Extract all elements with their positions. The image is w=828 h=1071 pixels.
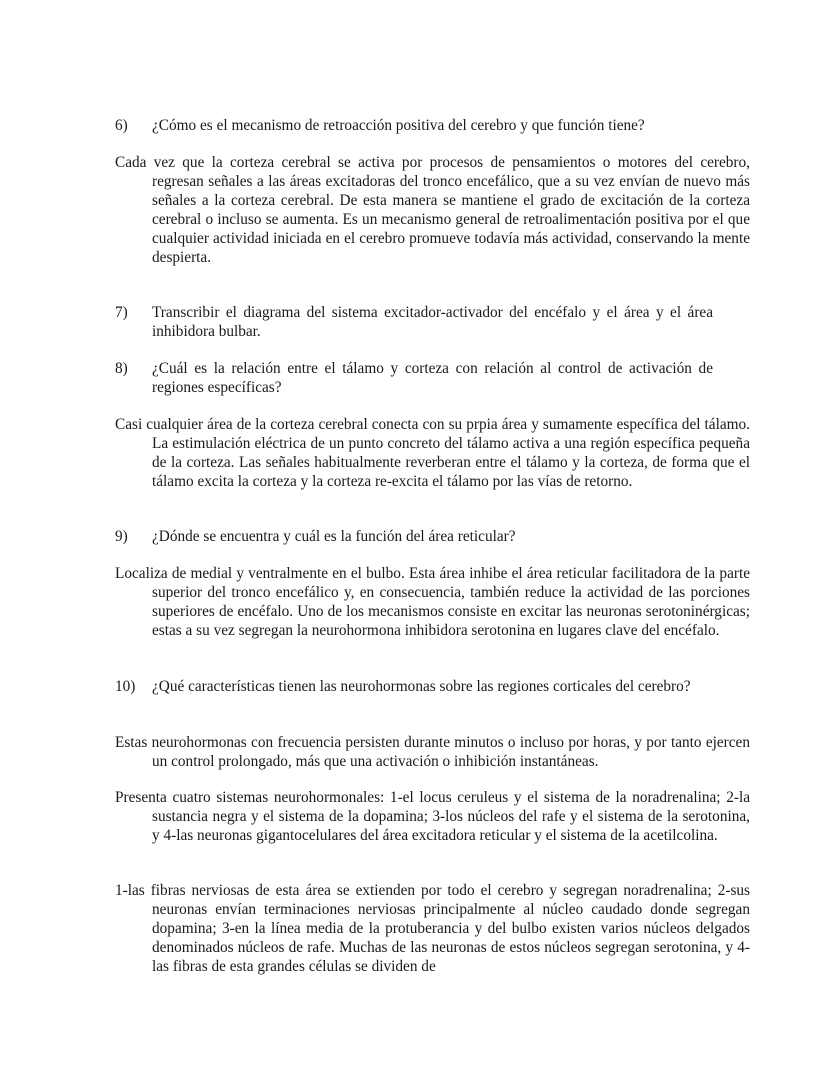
question-text: ¿Dónde se encuentra y cuál es la función del área reticular?: [152, 528, 516, 545]
answer-9: Localiza de medial y ventralmente en el bulbo. Esta área inhibe el área reticular facilitadora de la parte superior del tronco encefálico y, en consecuencia, también reduce la actividad de las porciones superiores de encéfalo. Uno de los mecanismos consiste en excitar las neuronas serotoninérgicas; estas a su vez segregan la neurohormona inhibidora serotonina en lugares clave del encéfalo.: [115, 565, 750, 639]
question-number: 9): [115, 528, 128, 545]
question-7: [115, 303, 713, 341]
answer-10-paragraph-1: Estas neurohormonas con frecuencia persisten durante minutos o incluso por horas, y por tanto ejercen un control prolongado, más que una activación o inhibición instantáneas.: [115, 734, 750, 770]
answer-6: Cada vez que la corteza cerebral se activa por procesos de pensamientos o motores del cerebro, regresan señales a las áreas excitadoras del tronco encefálico, que a su vez envían de nuevo más señales a la corteza cerebral. De esta manera se mantiene el grado de excitación de la corteza cerebral o incluso se aumenta. Es un mecanismo general de retroalimentación positiva por el que cualquier actividad iniciada en el cerebro promueve todavía más actividad, conservando la mente despierta.: [115, 154, 750, 266]
question-number: 10): [115, 678, 136, 695]
question-8: [115, 359, 713, 397]
question-text: Transcribir el diagrama del sistema excitador-activador del encéfalo y el área y el área inhibidora bulbar.: [152, 304, 713, 340]
question-text: ¿Qué características tienen las neurohormonas sobre las regiones corticales del cerebro?: [152, 678, 691, 695]
answer-10-paragraph-2: Presenta cuatro sistemas neurohormonales: 1-el locus ceruleus y el sistema de la noradrenalina; 2-la sustancia negra y el sistema de la dopamina; 3-los núcleos del rafe y el sistema de la serotonina, y 4-las neuronas gigantocelulares del área excitadora reticular y el sistema de la acetilcolina.: [115, 789, 750, 844]
question-number: 7): [115, 304, 128, 321]
answer-10-paragraph-3: 1-las fibras nerviosas de esta área se extienden por todo el cerebro y segregan noradrenalina; 2-sus neuronas envían terminaciones nerviosas principalmente al núcleo caudado donde segregan dopamina; 3-en la línea media de la protuberancia y del bulbo existen varios núcleos delgados denominados núcleos de rafe. Muchas de las neuronas de estos núcleos segregan serotonina, y 4- las fibras de esta grandes células se dividen de: [115, 882, 750, 975]
question-text: ¿Cuál es la relación entre el tálamo y corteza con relación al control de activación de regiones específicas?: [152, 360, 713, 396]
question-text: ¿Cómo es el mecanismo de retroacción positiva del cerebro y que función tiene?: [152, 117, 645, 134]
question-6: [115, 116, 713, 135]
question-10: [115, 677, 713, 696]
question-number: 8): [115, 360, 128, 377]
answer-8: Casi cualquier área de la corteza cerebral conecta con su prpia área y sumamente específica del tálamo. La estimulación eléctrica de un punto concreto del tálamo activa a una región específica pequeña de la corteza. Las señales habitualmente reverberan entre el tálamo y la corteza, de forma que el tálamo excita la corteza y la corteza re-excita el tálamo por las vías de retorno.: [115, 416, 750, 490]
question-9: [115, 527, 713, 546]
question-number: 6): [115, 117, 128, 134]
